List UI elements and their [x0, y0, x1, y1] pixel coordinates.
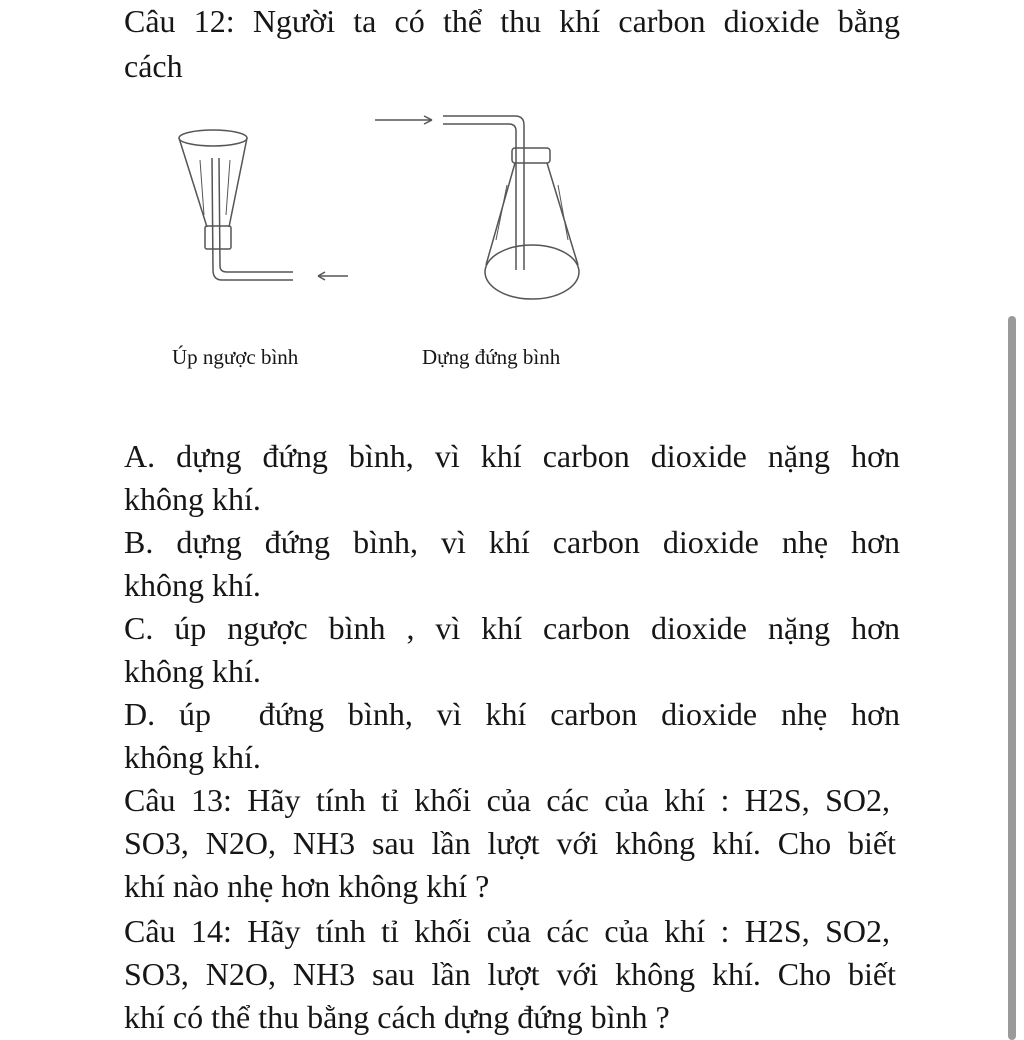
- question-14-line-2: SO3, N2O, NH3 sau lần lượt với không khí. Cho biết: [124, 956, 896, 992]
- question-12-line-1: Câu 12: Người ta có thể thu khí carbon dioxide bằng: [124, 3, 900, 39]
- question-14-line-3: khí có thể thu bằng cách dựng đứng bình ?: [124, 999, 670, 1035]
- option-d-line-1: D. úp đứng bình, vì khí carbon dioxide nhẹ hơn: [124, 696, 900, 732]
- option-c-line-1: C. úp ngược bình , vì khí carbon dioxide nặng hơn: [124, 610, 900, 646]
- option-d-line-2: không khí.: [124, 739, 261, 775]
- question-13-line-2: SO3, N2O, NH3 sau lần lượt với không khí. Cho biết: [124, 825, 896, 861]
- question-12-line-2: cách: [124, 48, 183, 84]
- caption-upright-flask: Dựng đứng bình: [422, 345, 561, 369]
- gas-collection-figure: [160, 100, 620, 315]
- question-13-line-3: khí nào nhẹ hơn không khí ?: [124, 868, 490, 904]
- question-14-line-1: Câu 14: Hãy tính tỉ khối của các của khí : H2S, SO2,: [124, 913, 890, 949]
- option-a-line-2: không khí.: [124, 481, 261, 517]
- caption-inverted-flask: Úp ngược bình: [172, 345, 299, 369]
- option-b-line-1: B. dựng đứng bình, vì khí carbon dioxide nhẹ hơn: [124, 524, 900, 560]
- question-13-line-1: Câu 13: Hãy tính tỉ khối của các của khí : H2S, SO2,: [124, 782, 890, 818]
- upright-flask-drawing: [375, 116, 579, 299]
- inverted-flask-drawing: [179, 130, 348, 280]
- vertical-scrollbar[interactable]: [1008, 316, 1016, 1040]
- option-c-line-2: không khí.: [124, 653, 261, 689]
- option-a-line-1: A. dựng đứng bình, vì khí carbon dioxide nặng hơn: [124, 438, 900, 474]
- option-b-line-2: không khí.: [124, 567, 261, 603]
